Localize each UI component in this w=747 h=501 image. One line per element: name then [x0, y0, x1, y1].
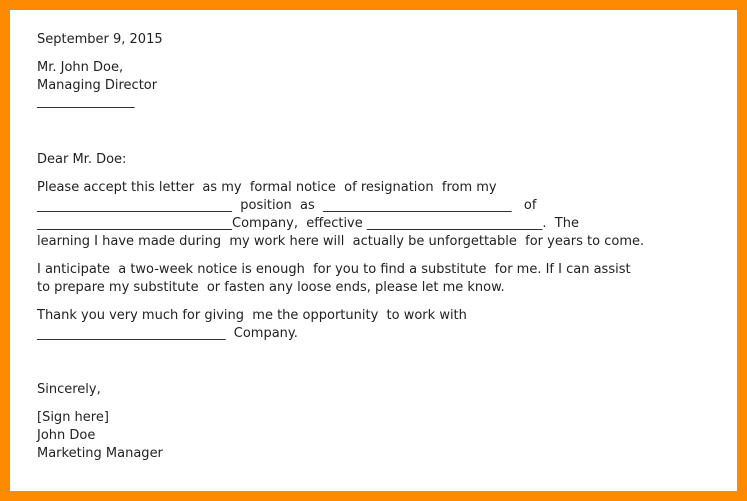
signature-placeholder: [Sign here] — [37, 410, 109, 425]
resignation-letter — [37, 0, 737, 461]
paragraph-1-line-1: Please accept this letter as my formal notice of resignation from my — [37, 180, 497, 195]
recipient-name: Mr. John Doe, — [37, 60, 124, 75]
paragraph-2-line-1: I anticipate a two-week notice is enough for you to find a substitute for me. If I can assist — [37, 262, 631, 277]
closing: Sincerely, — [37, 382, 101, 397]
paragraph-3-line-2: _____________________________ Company. — [37, 326, 298, 341]
paragraph-2-line-2: to prepare my substitute or fasten any loose ends, please let me know. — [37, 280, 505, 295]
salutation: Dear Mr. Doe: — [37, 152, 127, 167]
paragraph-3-line-1: Thank you very much for giving me the opportunity to work with — [37, 308, 467, 323]
letter-date: September 9, 2015 — [37, 32, 163, 47]
paragraph-1-line-2: ______________________________ position as _____________________________ of — [37, 198, 537, 213]
paragraph-1-line-3: ______________________________Company, effective ___________________________. The — [37, 216, 579, 231]
signer-name: John Doe — [37, 428, 96, 443]
signer-title: Marketing Manager — [37, 446, 163, 461]
recipient-title: Managing Director — [37, 78, 158, 93]
recipient-blank: _______________ — [37, 94, 135, 109]
paragraph-1-line-4: learning I have made during my work here will actually be unforgettable for years to come. — [37, 234, 645, 249]
